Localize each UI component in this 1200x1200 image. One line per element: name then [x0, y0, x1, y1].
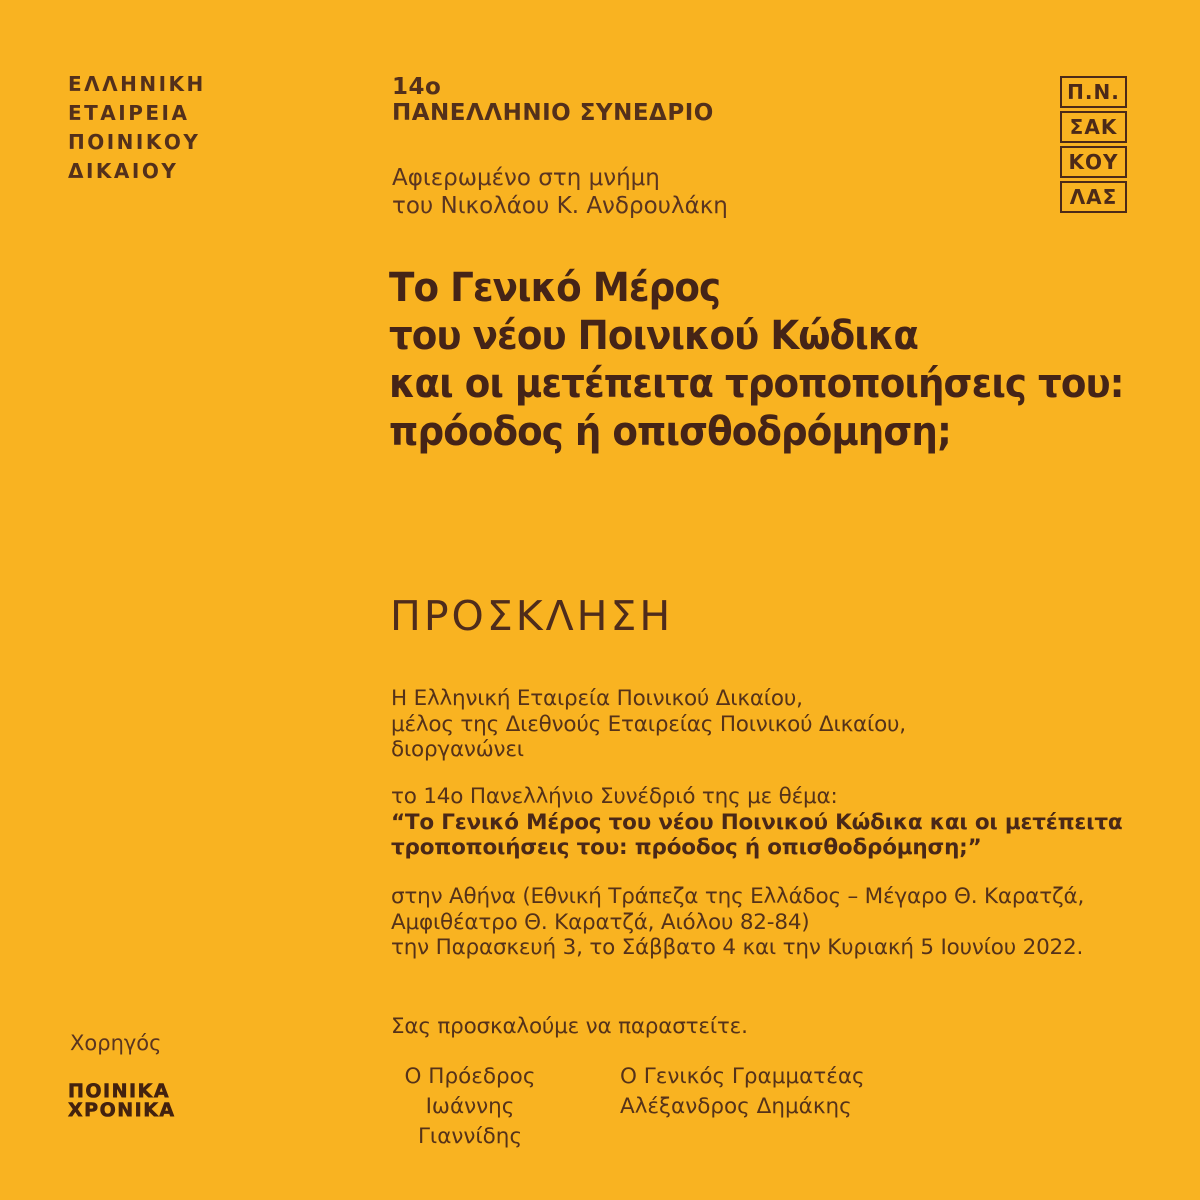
organization-line: ΕΛΛΗΝΙΚΗ — [68, 72, 206, 96]
sponsor-logo-line: ΠΟΙΝΙΚΑ — [68, 1080, 171, 1102]
main-title-line: πρόοδος ή οπισθοδρόμηση; — [389, 409, 951, 455]
publisher-logo-row: ΛΑΣ — [1060, 181, 1127, 213]
main-title-line: και οι μετέπειτα τροποποιήσεις του: — [389, 361, 1124, 407]
event-header — [392, 74, 714, 126]
event-number: 14ο — [392, 74, 442, 100]
paragraph-line: το 14ο Πανελλήνιο Συνέδριό της με θέμα: — [391, 784, 838, 809]
sponsor-logo-line: ΧΡΟΝΙΚΑ — [68, 1099, 176, 1121]
organization-line: ΕΤΑΙΡΕΙΑ — [68, 101, 190, 125]
signature-president — [385, 1062, 555, 1152]
publisher-logo-row: ΣΑΚ — [1060, 111, 1127, 143]
paragraph-line: Η Ελληνική Εταιρεία Ποινικού Δικαίου, — [391, 686, 803, 711]
closing-line: Σας προσκαλούμε να παραστείτε. — [391, 1014, 748, 1039]
main-title — [389, 264, 1124, 456]
paragraph-organizer — [391, 686, 906, 763]
signature-role: Ο Γενικός Γραμματέας — [620, 1064, 865, 1089]
paragraph-line: μέλος της Διεθνούς Εταιρείας Ποινικού Δικαίου, — [391, 711, 906, 737]
invitation-heading: ΠΡΟΣΚΛΗΣΗ — [390, 592, 674, 640]
publisher-logo-row: ΚΟΥ — [1060, 146, 1127, 178]
signature-name: Αλέξανδρος Δημάκης — [620, 1094, 852, 1119]
signature-name: Ιωάννης Γιαννίδης — [417, 1094, 523, 1149]
paragraph-line: διοργανώνει — [391, 737, 524, 762]
organization-name — [68, 70, 206, 186]
signature-secretary — [620, 1062, 865, 1152]
paragraph-theme — [391, 784, 1122, 861]
theme-bold-line: “Το Γενικό Μέρος του νέου Ποινικού Κώδικα και οι μετέπειτα — [391, 809, 1123, 835]
paragraph-line: στην Αθήνα (Εθνική Τράπεζα της Ελλάδος – Μέγαρο Θ. Καρατζά, — [391, 884, 1085, 909]
theme-bold-line: τροποποιήσεις του: πρόοδος ή οπισθοδρόμηση;” — [391, 835, 982, 860]
dedication-line: του Νικολάου Κ. Ανδρουλάκη — [392, 193, 728, 219]
sponsor-logo — [68, 1082, 176, 1120]
dedication — [392, 164, 728, 220]
sponsor-label: Χορηγός — [70, 1031, 162, 1055]
paragraph-line: την Παρασκευή 3, το Σάββατο 4 και την Κυριακή 5 Ιουνίου 2022. — [391, 935, 1084, 960]
dedication-line: Αφιερωμένο στη μνήμη — [392, 165, 660, 191]
main-title-line: του νέου Ποινικού Κώδικα — [389, 313, 918, 359]
event-title: ΠΑΝΕΛΛΗΝΙΟ ΣΥΝΕΔΡΙΟ — [392, 100, 714, 126]
main-title-line: Το Γενικό Μέρος — [389, 265, 721, 311]
signatures — [385, 1062, 865, 1152]
organization-line: ΔΙΚΑΙΟΥ — [68, 159, 179, 183]
paragraph-line: Αμφιθέατρο Θ. Καρατζά, Αιόλου 82-84) — [391, 909, 810, 935]
publisher-logo — [1060, 76, 1127, 216]
paragraph-venue-dates — [391, 884, 1084, 961]
publisher-logo-row: Π.Ν. — [1060, 76, 1127, 108]
signature-role: Ο Πρόεδρος — [404, 1064, 536, 1089]
organization-line: ΠΟΙΝΙΚΟΥ — [68, 130, 201, 154]
